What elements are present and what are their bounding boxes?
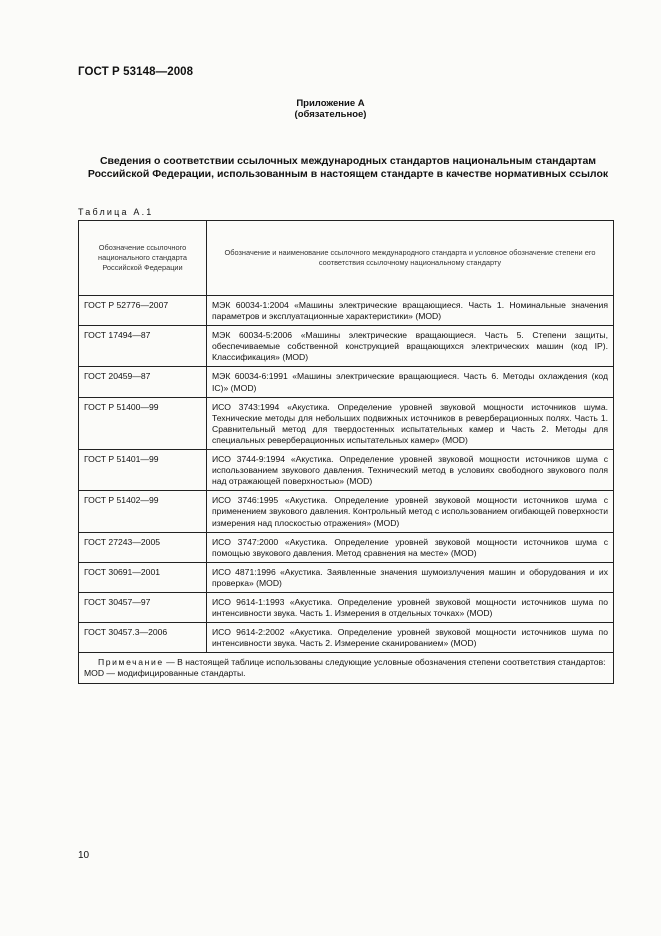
- national-standard-cell: ГОСТ 17494—87: [79, 326, 207, 367]
- table-row: [79, 367, 614, 397]
- note-label: Примечание: [98, 657, 164, 668]
- table-row: [79, 296, 614, 326]
- table-row: [79, 592, 614, 622]
- appendix-title: Приложение А: [296, 98, 365, 109]
- standards-table: [78, 220, 614, 684]
- national-standard-cell: ГОСТ Р 51402—99: [79, 491, 207, 532]
- table-row: [79, 623, 614, 653]
- national-standard-cell: ГОСТ 30457—97: [79, 592, 207, 622]
- appendix-status: (обязательное): [294, 109, 367, 120]
- table-row: [79, 326, 614, 367]
- national-standard-cell: ГОСТ 30457.3—2006: [79, 623, 207, 653]
- national-standard-cell: ГОСТ Р 51400—99: [79, 397, 207, 449]
- table-note-row: [79, 653, 614, 683]
- table-row: [79, 491, 614, 532]
- table-row: [79, 450, 614, 491]
- header-national-standard: Обозначение ссылочного национального стандарта Российской Федерации: [79, 221, 207, 296]
- appendix-heading: [0, 98, 661, 120]
- national-standard-cell: ГОСТ 30691—2001: [79, 562, 207, 592]
- national-standard-cell: ГОСТ Р 51401—99: [79, 450, 207, 491]
- table-caption: Таблица А.1: [78, 207, 154, 217]
- national-standard-cell: ГОСТ 20459—87: [79, 367, 207, 397]
- header-international-standard: Обозначение и наименование ссылочного международного стандарта и условное обозначение степени его соответствия ссылочному национальному стандарту: [207, 221, 614, 296]
- international-standard-cell: ИСО 3744-9:1994 «Акустика. Определение уровней звуковой мощности источников шума с использованием звукового давления. Технический метод в условиях свободного звукового поля над отражающей поверхностью» (MOD): [207, 450, 614, 491]
- note-text: — В настоящей таблице использованы следующие условные обозначения степени соответствия стандартов:: [166, 657, 606, 668]
- document-code: ГОСТ Р 53148—2008: [78, 66, 194, 78]
- international-standard-cell: ИСО 3747:2000 «Акустика. Определение уровней звуковой мощности источников шума с помощью звукового давления. Метод сравнения на месте» (MOD): [207, 532, 614, 562]
- table-row: [79, 397, 614, 449]
- page-number: 10: [78, 850, 90, 861]
- table-header-row: [79, 221, 614, 296]
- international-standard-cell: ИСО 3746:1995 «Акустика. Определение уровней звуковой мощности источников шума с применением звукового давления. Контрольный метод с использованием огибающей поверхности измерения над плоскостью отражения» (MOD): [207, 491, 614, 532]
- international-standard-cell: ИСО 4871:1996 «Акустика. Заявленные значения шумоизлучения машин и оборудования и их проверка» (MOD): [207, 562, 614, 592]
- international-standard-cell: ИСО 3743:1994 «Акустика. Определение уровней звуковой мощности источников шума. Технические методы для небольших подвижных источников в реверберационных полях. Часть 1. Сравнительный метод для твердостенных испытательных камер и Часть 2. Методы для специальных реверберационных испытательных камер» (MOD): [207, 397, 614, 449]
- note-legend: MOD — модифицированные стандарты.: [84, 668, 246, 679]
- table-row: [79, 532, 614, 562]
- table-note: [79, 653, 614, 683]
- international-standard-cell: МЭК 60034-1:2004 «Машины электрические вращающиеся. Часть 1. Номинальные значения параметров и эксплуатационные характеристики» (MOD): [207, 296, 614, 326]
- international-standard-cell: ИСО 9614-1:1993 «Акустика. Определение уровней звуковой мощности источников шума по интенсивности звука. Часть 1. Измерения в отдельных точках» (MOD): [207, 592, 614, 622]
- international-standard-cell: ИСО 9614-2:2002 «Акустика. Определение уровней звуковой мощности источников шума по интенсивности звука. Часть 2. Измерение сканированием» (MOD): [207, 623, 614, 653]
- national-standard-cell: ГОСТ Р 52776—2007: [79, 296, 207, 326]
- table-row: [79, 562, 614, 592]
- international-standard-cell: МЭК 60034-5:2006 «Машины электрические вращающиеся. Часть 5. Степени защиты, обеспечиваемые собственной конструкцией вращающихся электрических машин (код IP). Классификация» (MOD): [207, 326, 614, 367]
- national-standard-cell: ГОСТ 27243—2005: [79, 532, 207, 562]
- international-standard-cell: МЭК 60034-6:1991 «Машины электрические вращающиеся. Часть 6. Методы охлаждения (код IC)» (MOD): [207, 367, 614, 397]
- section-title: Сведения о соответствии ссылочных международных стандартов национальным стандартам Российской Федерации, использованным в настоящем стандарте в качестве нормативных ссылок: [87, 155, 609, 180]
